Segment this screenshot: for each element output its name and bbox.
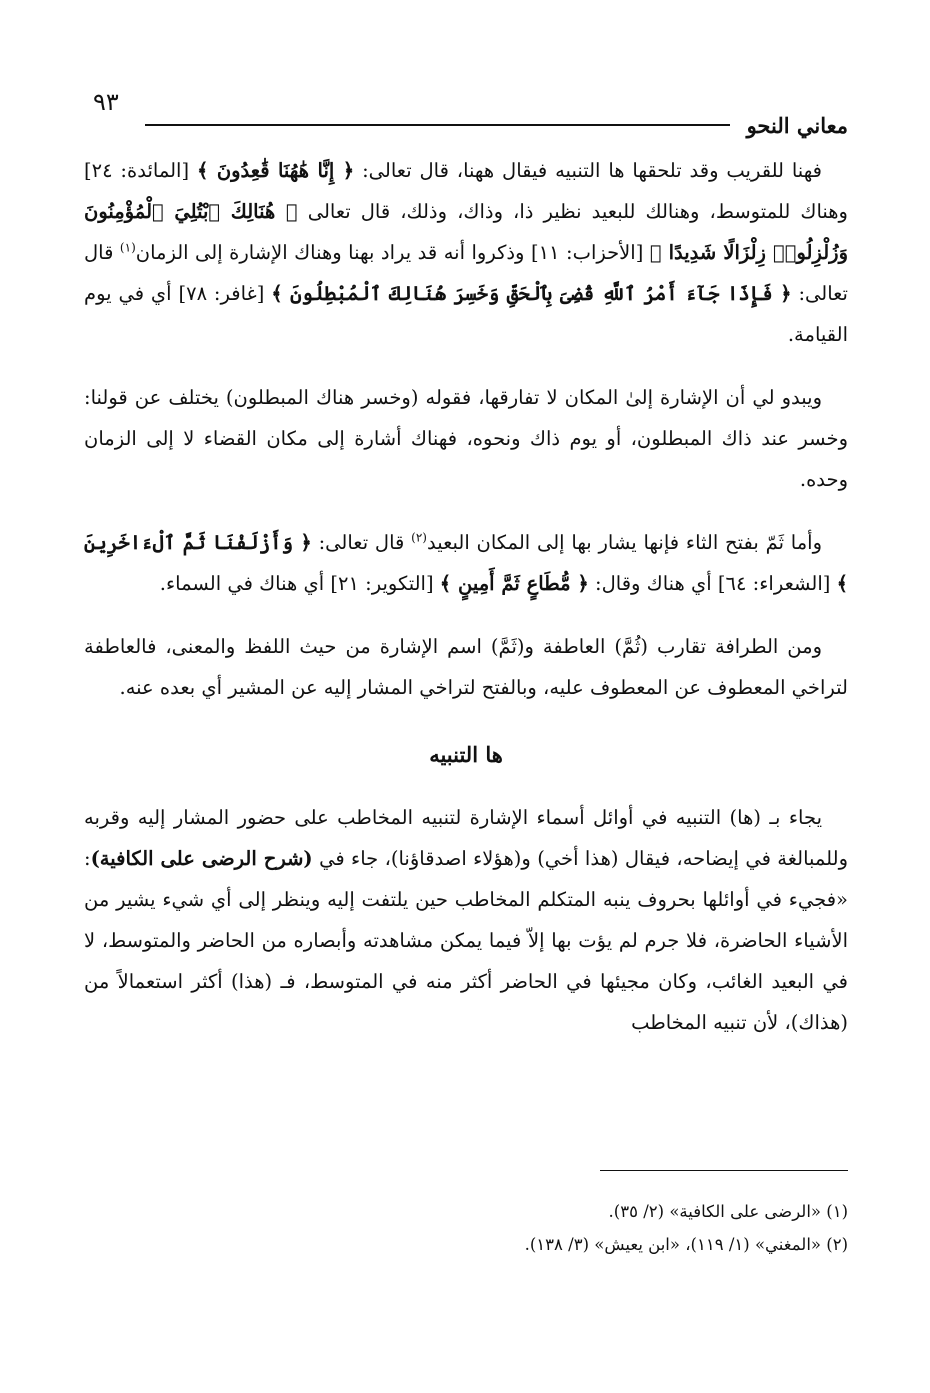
paragraph-1-text-c: [الأحزاب: ١١] وذكروا أنه قد يراد بهنا وهناك الإشارة إلى الزمان <box>135 241 650 264</box>
footnote-ref-2[interactable]: (٢) <box>411 530 427 545</box>
section-paragraph <box>84 797 848 1043</box>
section-book-title: (شرح الرضى على الكافية) <box>90 847 313 870</box>
paragraph-4: ومن الطرافة تقارب (ثُمَّ) العاطفة و(ثَمَّ) اسم الإشارة من حيث اللفظ والمعنى، فالعاطفة لتراخي المعطوف عن المعطوف عليه، وبالفتح لتراخي المشار إليه عن المشير أي بعده عنه. <box>84 635 848 699</box>
footnote-ref-1[interactable]: (١) <box>119 240 136 255</box>
page-number: ٩٣ <box>93 88 119 116</box>
quran-verse-3: ﴿ فَإِذَا جَآءَ أَمْرُ ٱللَّهِ قُضِىَ بِٱلْحَقِّ وَخَسِرَ هُنَالِكَ ٱلْمُبْطِلُونَ ﴾ <box>271 282 792 305</box>
header-rule <box>145 124 730 126</box>
section-text-b: : «فجيء في أوائلها بحروف ينبه المتكلم المخاطب حين يلتفت إليه وينظر إلى أي شيء يشير من الأشياء الحاضرة، فلا جرم لم يؤت بها إلاّ فيما يمكن مشاهدته وأبصاره من الحاضر والمتوسط، لا في البعيد الغائب، وكان مجيئها في الحاضر أكثر منه في المتوسط، فـ (هذا) أكثر استعمالاً من (هذاك)، لأن تنبيه المخاطب <box>84 847 848 1034</box>
paragraph-1-text-b: [المائدة: ٢٤] وهناك للمتوسط، وهنالك للبعيد نظير ذا، وذاك، وذلك، قال تعالى <box>84 159 848 223</box>
paragraph-1-text-a: فهنا للقريب وقد تلحقها ها التنبيه فيقال ههنا، قال تعالى: <box>354 159 822 182</box>
quran-verse-5: ﴿ مُّطَاعٍ ثَمَّ أَمِينٍ ﴾ <box>439 572 589 595</box>
running-title: معاني النحو <box>746 113 848 138</box>
paragraph-3 <box>84 522 848 604</box>
paragraph-3-text-d: [التكوير: ٢١] أي هناك في السماء. <box>159 572 440 595</box>
section-text-a: يجاء بـ (ها) التنبيه في أوائل أسماء الإشارة لتنبيه المخاطب على حضور المشار إليه وقربه وللمبالغة في إيضاحه، فيقال (هذا أخي) و(هؤلاء اصدقاؤنا)، جاء في <box>84 806 848 870</box>
quran-verse-2: ﴿ هُنَالِكَ ٱبْتُلِيَ ٱلْمُؤْمِنُونَ وَزُلْزِلُوا۟ زِلْزَالًا شَدِيدًا ﴾ <box>84 200 849 264</box>
paragraph-3-text-b: قال تعالى: <box>311 531 412 554</box>
paragraph-1-text-e: [غافر: ٧٨] أي في يوم القيامة. <box>84 282 848 346</box>
paragraph-3-text-c: [الشعراء: ٦٤] أي هناك وقال: <box>588 572 837 595</box>
paragraph-3-text-a: وأما ثَمّ بفتح الثاء فإنها يشار بها إلى المكان البعيد <box>426 531 822 554</box>
paragraph-2: ويبدو لي أن الإشارة إلىٰ المكان لا تفارقها، فقوله (وخسر هناك المبطلون) يختلف عن قولنا: وخسر عند ذاك المبطلون، أو يوم ذاك ونحوه، فهناك أشارة إلى مكان القضاء لا إلى الزمان وحده. <box>84 386 848 491</box>
section-title: ها التنبيه <box>429 742 503 767</box>
paragraph-1-text-d: قال تعالى: <box>84 241 848 305</box>
paragraph-1 <box>84 150 848 355</box>
footnote-2: (٢) «المغني» (١/ ١١٩)، «ابن يعيش» (٣/ ١٣٨). <box>524 1235 848 1254</box>
footnote-rule <box>600 1170 848 1171</box>
footnote-1: (١) «الرضى على الكافية» (٢/ ٣٥). <box>608 1202 848 1221</box>
quran-verse-4: ﴿ وَأَزْلَفْنَا ثَمَّ ٱلْءَاخَرِينَ ﴾ <box>84 531 848 595</box>
quran-verse-1: ﴿ إِنَّا هَٰهُنَا قَٰعِدُونَ ﴾ <box>196 159 355 182</box>
page-body <box>84 150 848 1065</box>
footnotes <box>525 1195 848 1261</box>
